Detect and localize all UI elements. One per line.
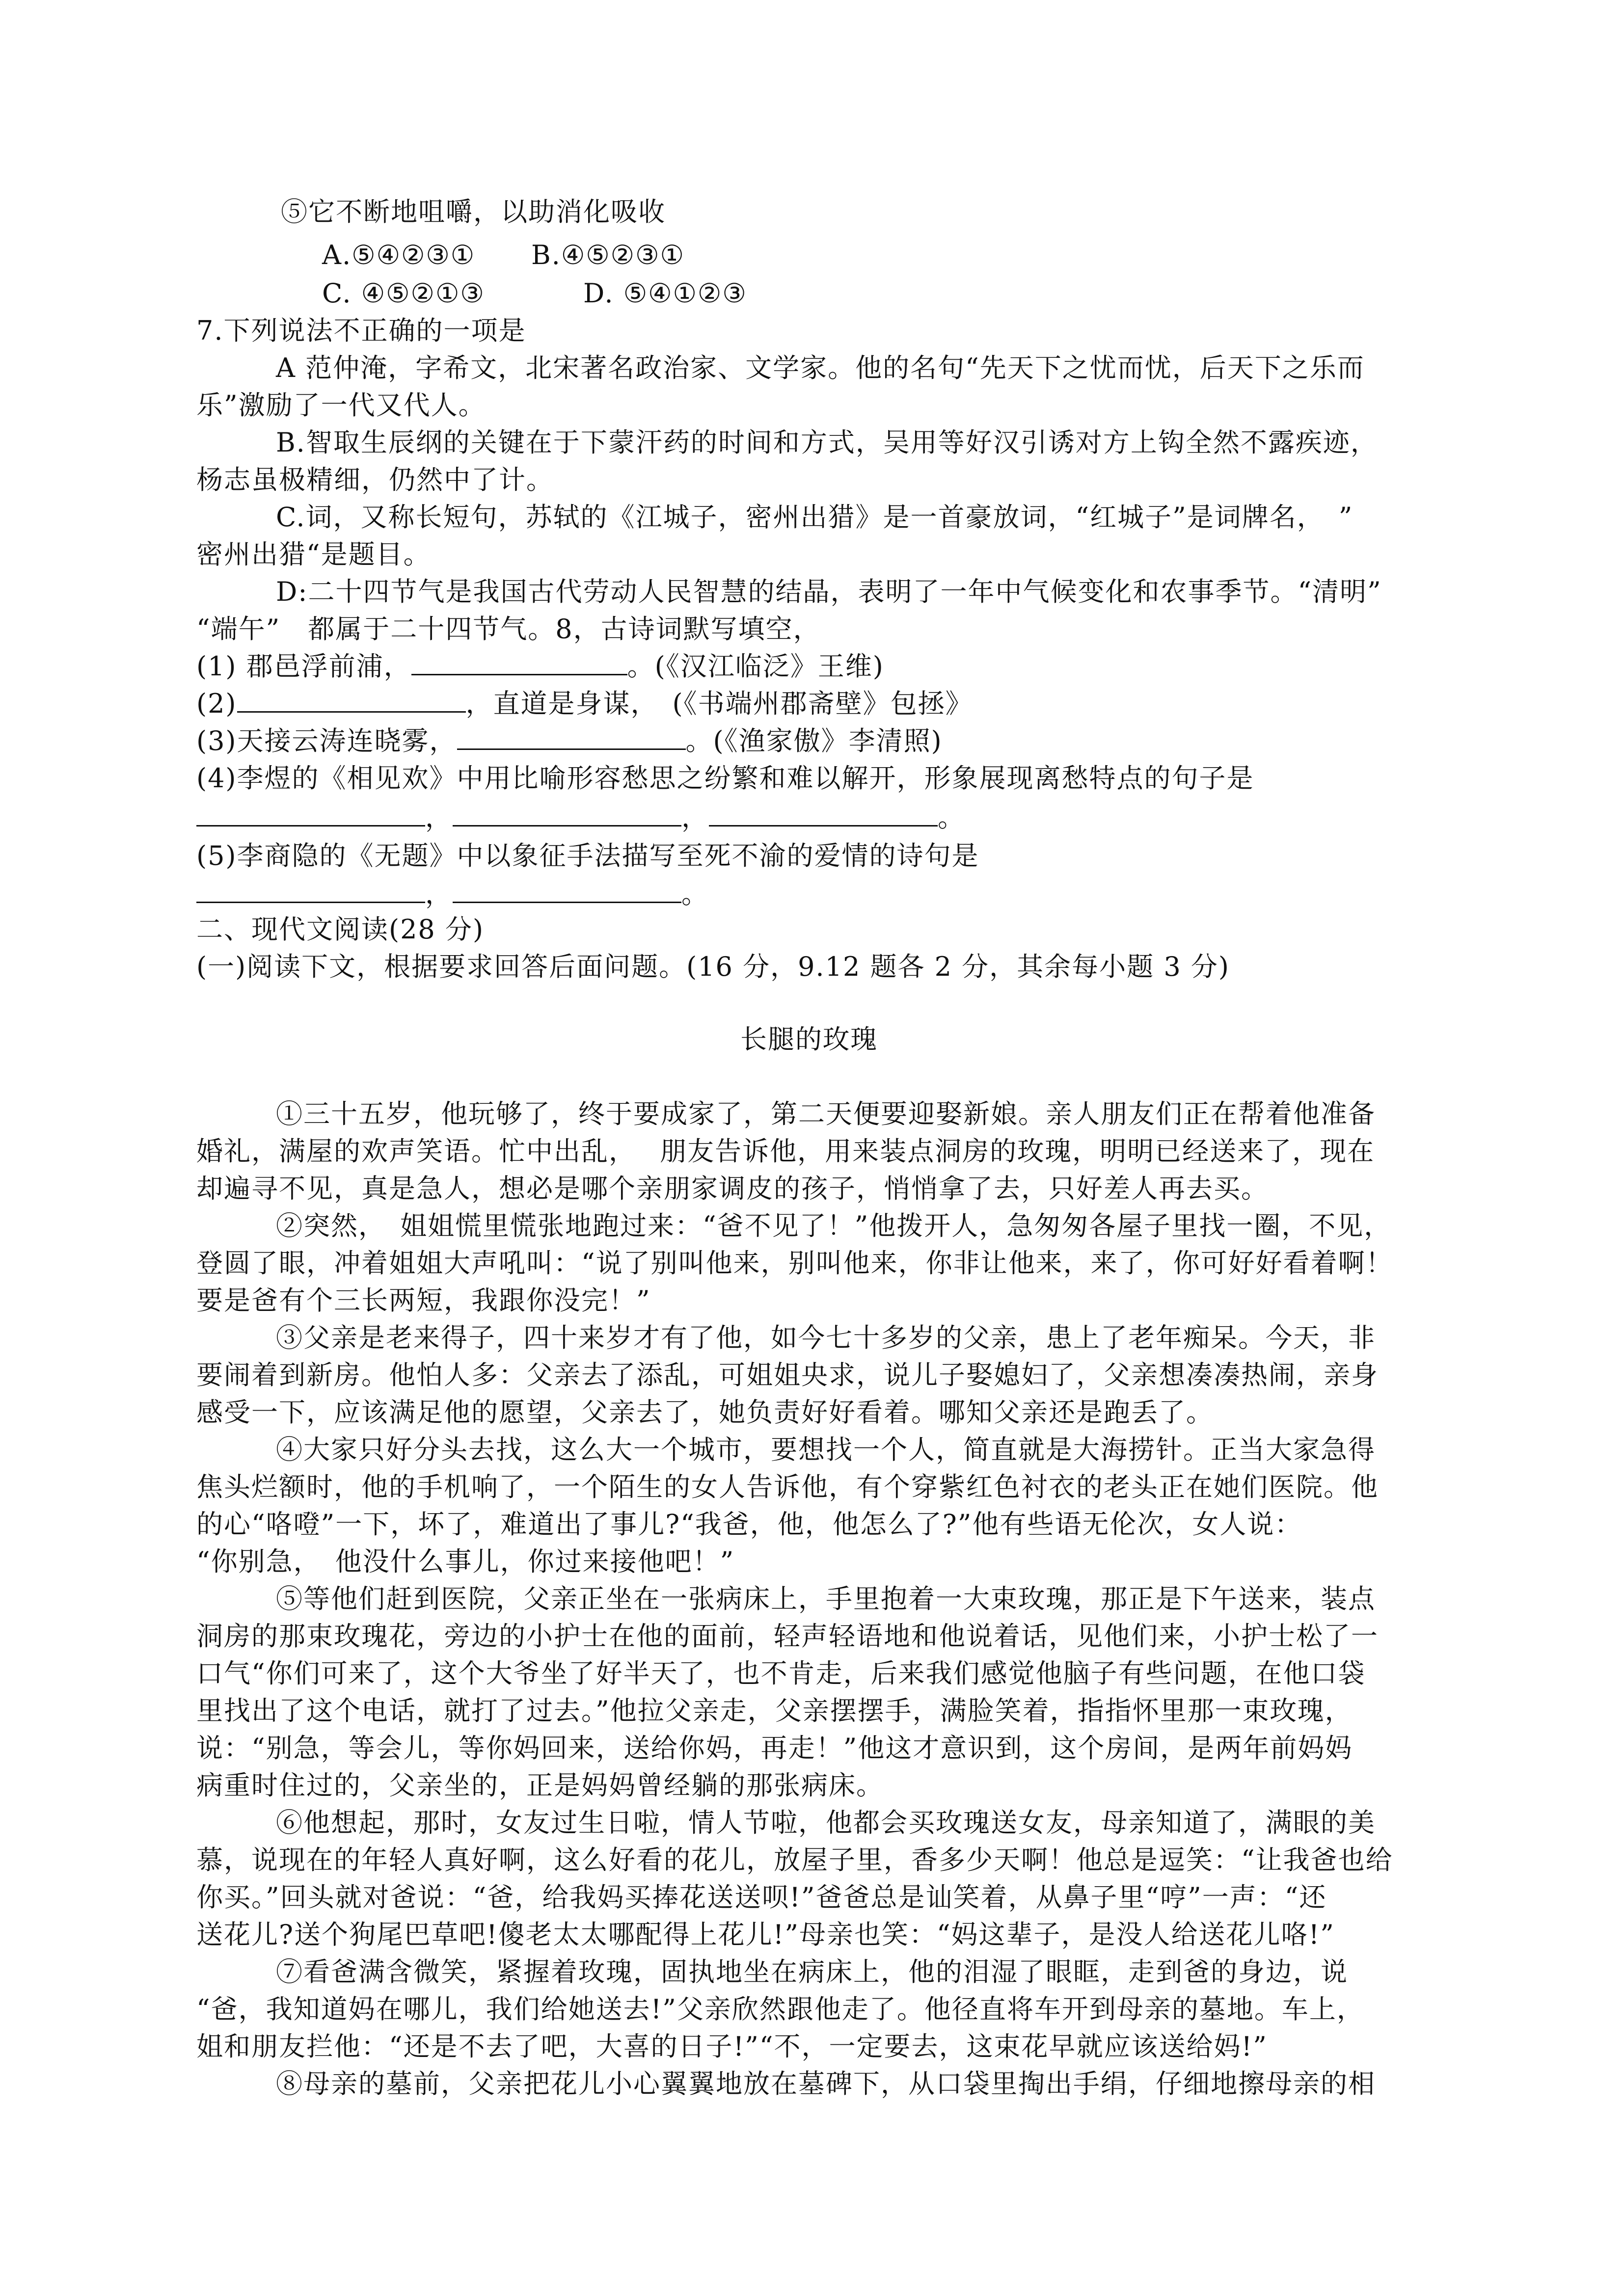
article-line: ⑧母亲的墓前，父亲把花儿小心翼翼地放在墓碑下，从口袋里掏出手绢，仔细地擦母亲的相	[276, 2068, 1376, 2099]
article-line: 感受一下，应该满足他的愿望，父亲去了，她负责好好看着。哪知父亲还是跑丢了。	[196, 1397, 1214, 1428]
q8-item4-answers	[196, 802, 965, 833]
q8-item1	[196, 651, 884, 682]
q8-item3	[196, 725, 943, 757]
answer-blank[interactable]	[196, 802, 425, 827]
q8-item2-prefix: (2)	[196, 688, 237, 719]
q6-option-b: B.④⑤②③①	[531, 240, 685, 270]
q8-item4-stem: (4)李煜的《相见欢》中用比喻形容愁思之纷繁和难以解开，形象展现离愁特点的句子是	[196, 763, 1254, 794]
q8-item4-sep1: ，	[425, 802, 453, 833]
article-line: 里找出了这个电话，就打了过去。”他拉父亲走，父亲摆摆手，满脸笑着，指指怀里那一束玫瑰，	[196, 1695, 1353, 1726]
answer-blank[interactable]	[411, 651, 627, 675]
answer-blank[interactable]	[453, 802, 681, 827]
q6-option-a: A.⑤④②③①	[322, 240, 476, 270]
q8-item2	[196, 688, 973, 720]
article-line: ⑤等他们赶到医院，父亲正坐在一张病床上，手里抱着一大束玫瑰，那正是下午送来，装点	[276, 1583, 1376, 1614]
q8-item1-source: 。(《汉江临泛》王维)	[627, 651, 884, 682]
article-line: 洞房的那束玫瑰花，旁边的小护士在他的面前，轻声轻语地和他说着话，见他们来，小护士松了一	[196, 1621, 1379, 1652]
q6-item5: ⑤它不断地咀嚼，以助消化吸收	[281, 196, 666, 227]
section-heading: 二、现代文阅读(28 分)	[196, 914, 485, 945]
q8-item3-prefix: (3)天接云涛连晓雾，	[196, 725, 457, 756]
answer-blank[interactable]	[709, 802, 938, 827]
q8-item3-source: 。(《渔家傲》李清照)	[685, 725, 943, 756]
article-line: 口气“你们可来了，这个大爷坐了好半天了，也不肯走，后来我们感觉他脑子有些问题，在他口袋	[196, 1658, 1366, 1689]
q8-item2-source: ，直道是身谋， (《书端州郡斋壁》包拯》	[465, 688, 973, 719]
answer-blank[interactable]	[237, 689, 466, 713]
article-line: ①三十五岁，他玩够了，终于要成家了，第二天便要迎娶新娘。亲人朋友们正在帮着他准备	[276, 1098, 1376, 1129]
q8-item4-end: 。	[938, 802, 965, 833]
q7-option-a-line1: A 范仲淹，字希文，北宋著名政治家、文学家。他的名句“先天下之忧而忧，后天下之乐而	[276, 352, 1365, 383]
q7-option-d-line2: “端午” 都属于二十四节气。8，古诗词默写填空，	[196, 614, 821, 644]
q6-option-c: C. ④⑤②①③	[322, 278, 485, 309]
q8-item5-sep1: ，	[425, 879, 453, 909]
q8-item1-prefix: (1) 郡邑浮前浦，	[196, 651, 411, 682]
q7-option-b-line1: B.智取生辰纲的关键在于下蒙汗药的时间和方式，吴用等好汉引诱对方上钩全然不露疾迹，	[276, 427, 1378, 458]
article-line: 姐和朋友拦他：“还是不去了吧，大喜的日子!”“不，一定要去，这束花早就应该送给妈!”	[196, 2031, 1268, 2062]
q7-option-c-line1: C.词，又称长短句，苏轼的《江城子，密州出猎》是一首豪放词，“红城子”是词牌名， ”	[276, 502, 1353, 533]
article-line: 慕，说现在的年轻人真好啊，这么好看的花儿，放屋子里，香多少天啊！他总是逗笑：“让我爸也给	[196, 1844, 1393, 1875]
article-line: 你买。”回头就对爸说：“爸，给我妈买捧花送送呗!”爸爸总是讪笑着，从鼻子里“哼”一声：“还	[196, 1882, 1327, 1913]
article-line: ④大家只好分头去找，这么大一个城市，要想找一个人，简直就是大海捞针。正当大家急得	[276, 1434, 1376, 1465]
q8-item4-sep2: ，	[681, 802, 709, 833]
article-line: 要是爸有个三长两短，我跟你没完！”	[196, 1285, 651, 1316]
article-line: ⑦看爸满含微笑，紧握着玫瑰，固执地坐在病床上，他的泪湿了眼眶，走到爸的身边，说	[276, 1956, 1348, 1987]
article-line: 焦头烂额时，他的手机响了，一个陌生的女人告诉他，有个穿紫红色衬衣的老头正在她们医院。他	[196, 1471, 1379, 1502]
article-line: “爸，我知道妈在哪儿，我们给她送去!”父亲欣然跟他走了。他径直将车开到母亲的墓地。车上，	[196, 1994, 1364, 2025]
q8-item5-answers	[196, 879, 709, 910]
q7-option-a-line2: 乐”激励了一代又代人。	[196, 390, 486, 421]
q6-option-d: D. ⑤④①②③	[583, 278, 747, 309]
q7-option-c-line2: 密州出猎“是题目。	[196, 539, 431, 570]
article-line: 登圆了眼，冲着姐姐大声吼叫：“说了别叫他来，别叫他来，你非让他来，来了，你可好好看着啊！	[196, 1248, 1393, 1279]
article-line: 病重时住过的，父亲坐的，正是妈妈曾经躺的那张病床。	[196, 1770, 884, 1801]
section-instructions: (一)阅读下文，根据要求回答后面问题。(16 分，9.12 题各 2 分，其余每小题 3 分)	[196, 951, 1230, 982]
article-line: 送花儿?送个狗尾巴草吧!傻老太太哪配得上花儿!”母亲也笑：“妈这辈子，是没人给送花儿咯!”	[196, 1919, 1335, 1950]
article-line: 要闹着到新房。他怕人多：父亲去了添乱，可姐姐央求，说儿子娶媳妇了，父亲想凑凑热闹，亲身	[196, 1360, 1379, 1390]
article-line: 说：“别急，等会儿，等你妈回来，送给你妈，再走！”他这才意识到，这个房间，是两年前妈妈	[196, 1733, 1353, 1763]
article-line: 婚礼，满屋的欢声笑语。忙中出乱， 朋友告诉他，用来装点洞房的玫瑰，明明已经送来了，现在	[196, 1136, 1375, 1167]
q7-stem: 7.下列说法不正确的一项是	[196, 315, 526, 346]
article-line: ②突然， 姐姐慌里慌张地跑过来：“爸不见了！”他拨开人，急匆匆各屋子里找一圈，不见，	[276, 1210, 1392, 1241]
article-line: ③父亲是老来得子，四十来岁才有了他，如今七十多岁的父亲，患上了老年痴呆。今天，非	[276, 1322, 1376, 1353]
article-line: 却遍寻不见，真是急人，想必是哪个亲朋家调皮的孩子，悄悄拿了去，只好差人再去买。	[196, 1173, 1269, 1204]
article-line: ⑥他想起，那时，女友过生日啦，情人节啦，他都会买玫瑰送女友，母亲知道了，满眼的美	[276, 1807, 1376, 1838]
article-title: 长腿的玫瑰	[740, 1024, 878, 1055]
article-line: “你别急， 他没什么事儿，你过来接他吧！”	[196, 1546, 735, 1577]
q7-option-b-line2: 杨志虽极精细，仍然中了计。	[196, 464, 554, 495]
answer-blank[interactable]	[453, 879, 681, 903]
article-line: 的心“咯噔”一下，坏了，难道出了事儿?“我爸，他，他怎么了?”他有些语无伦次，女人说：	[196, 1509, 1302, 1540]
q7-option-d-line1: D:二十四节气是我国古代劳动人民智慧的结晶，表明了一年中气候变化和农事季节。“清明”	[276, 576, 1382, 607]
q8-item5-end: 。	[681, 879, 709, 909]
answer-blank[interactable]	[196, 879, 425, 903]
q8-item5-stem: (5)李商隐的《无题》中以象征手法描写至死不渝的爱情的诗句是	[196, 840, 979, 871]
answer-blank[interactable]	[457, 726, 686, 750]
